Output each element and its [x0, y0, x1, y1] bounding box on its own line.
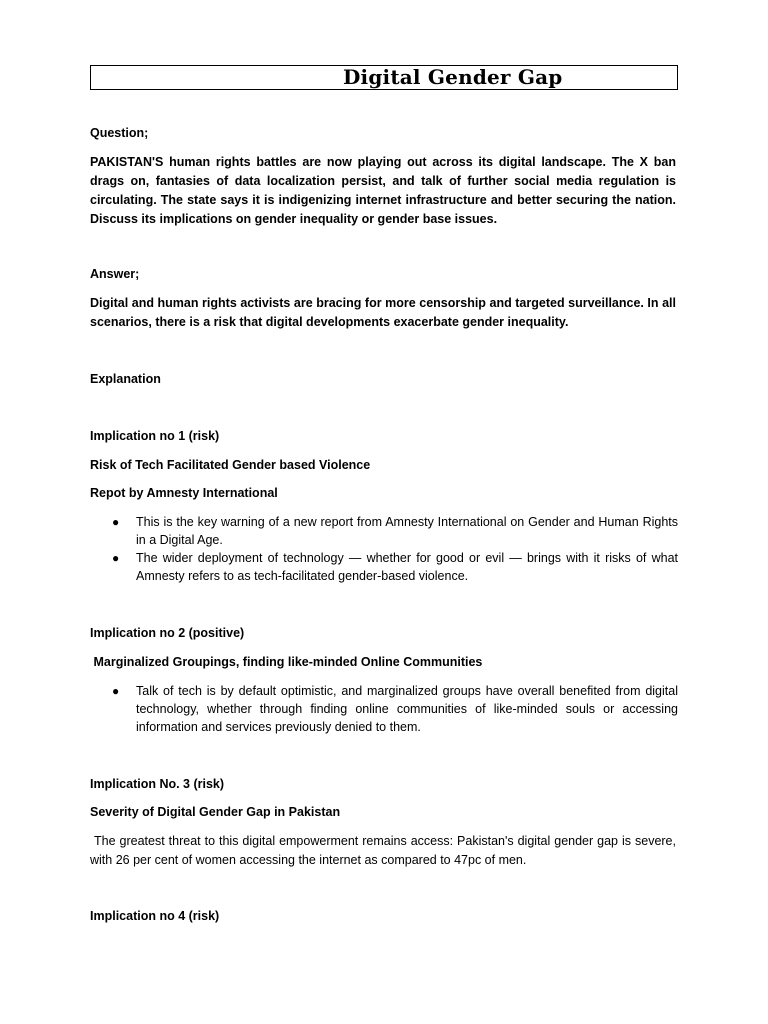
implication-2-subheading: Marginalized Groupings, finding like-minded Online Communities	[90, 655, 483, 669]
bullet-text: This is the key warning of a new report from Amnesty International on Gender and Human Rights in a Digital Age.	[136, 515, 678, 547]
bullet-text: The wider deployment of technology — whether for good or evil — brings with it risks of what Amnesty refers to as tech-facilitated gender-based violence.	[136, 551, 678, 583]
bullet-text: Talk of tech is by default optimistic, and marginalized groups have overall benefited from digital technology, whether through finding online communities of like-minded souls or accessing information and services previously denied to them.	[136, 684, 678, 734]
implication-3-text: The greatest threat to this digital empowerment remains access: Pakistan's digital gender gap is severe, with 26 per cent of women accessing the internet as compared to 47pc of men.	[90, 834, 680, 867]
document-title: Digital Gender Gap	[343, 65, 563, 89]
explanation-label: Explanation	[90, 372, 161, 386]
title-box	[90, 65, 678, 90]
implication-2-heading: Implication no 2 (positive)	[90, 626, 245, 640]
bullet-icon: ●	[112, 551, 120, 565]
answer-label: Answer;	[90, 267, 140, 281]
implication-3-subheading: Severity of Digital Gender Gap in Pakistan	[90, 805, 341, 819]
list-item	[90, 549, 678, 585]
implication-1-subheading: Risk of Tech Facilitated Gender based Violence	[90, 458, 371, 472]
question-text: PAKISTAN'S human rights battles are now playing out across its digital landscape. The X ban drags on, fantasies of data localization persist, and talk of further social media regulation is circulating. The state says it is indigenizing internet infrastructure and better securing the nation. Discuss its implications on gender inequality or gender base issues.	[90, 155, 676, 226]
question-label: Question;	[90, 126, 149, 140]
implication-3-heading: Implication No. 3 (risk)	[90, 777, 225, 791]
implication-1-bullet-list	[90, 513, 678, 585]
bullet-icon: ●	[112, 684, 120, 698]
bullet-icon: ●	[112, 515, 120, 529]
implication-4-heading: Implication no 4 (risk)	[90, 909, 220, 923]
implication-1-heading: Implication no 1 (risk)	[90, 429, 220, 443]
implication-1-source: Repot by Amnesty International	[90, 486, 278, 500]
list-item	[90, 682, 678, 736]
answer-text: Digital and human rights activists are bracing for more censorship and targeted surveillance. In all scenarios, there is a risk that digital developments exacerbate gender inequality.	[90, 296, 676, 329]
implication-2-bullet-list	[90, 682, 678, 736]
list-item	[90, 513, 678, 549]
